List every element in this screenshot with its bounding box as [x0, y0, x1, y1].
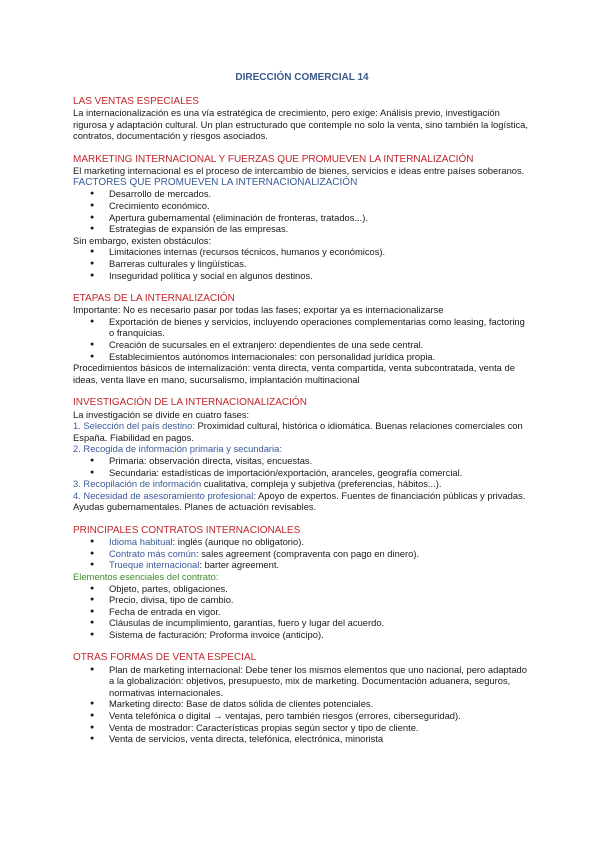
- list-item: ● Barreras culturales y lingüísticas.: [109, 258, 531, 270]
- list-item: [109, 536, 531, 548]
- item-text: : sales agreement (compraventa con pago en dinero).: [196, 547, 420, 559]
- list-item: ● Venta telefónica o digital → ventajas, pero también riesgos (errores, ciberseguridad).: [109, 710, 531, 722]
- section-heading: MARKETING INTERNACIONAL Y FUERZAS QUE PROMUEVEN LA INTERNALIZACIÓN: [73, 153, 474, 165]
- list-item: ● Creación de sucursales en el extranjero: dependientes de una sede central.: [109, 339, 531, 351]
- list-item: ● Estrategias de expansión de las empresas.: [109, 223, 531, 235]
- contracts-list: [73, 536, 531, 571]
- subheading: Elementos esenciales del contrato:: [73, 570, 219, 582]
- list-item: ● Establecimientos autónomos internacionales: con personalidad jurídica propia.: [109, 351, 531, 363]
- paragraph: Sin embargo, existen obstáculos:: [73, 234, 212, 246]
- list-item: ● Crecimiento económico.: [109, 200, 531, 212]
- phase-1: [73, 420, 531, 443]
- item-text: : barter agreement.: [199, 559, 280, 571]
- list-item: ● Precio, divisa, tipo de cambio.: [109, 594, 531, 606]
- section-heading: ETAPAS DE LA INTERNALIZACIÓN: [73, 292, 235, 304]
- list-item: ● Limitaciones internas (recursos técnicos, humanos y económicos).: [109, 246, 531, 258]
- list-item: ● Venta de servicios, venta directa, telefónica, electrónica, minorista: [109, 733, 531, 745]
- list-item: [109, 548, 531, 560]
- phase-text: Proximidad cultural, histórica o idiomática. Buenas relaciones comerciales con España. Fiabilidad en pagos.: [73, 420, 523, 443]
- phase-label: 3. Recopilación de información: [73, 478, 202, 490]
- list-item: ● Sistema de facturación: Proforma invoice (anticipo).: [109, 629, 531, 641]
- phase-3: [73, 478, 531, 490]
- elements-list: [73, 583, 531, 641]
- section-heading: OTRAS FORMAS DE VENTA ESPECIAL: [73, 652, 257, 664]
- list-item: [109, 559, 531, 571]
- list-item: ● Cláusulas de incumplimiento, garantías, fuero y lugar del acuerdo.: [109, 617, 531, 629]
- otras-formas-list: [73, 664, 531, 745]
- section-etapas: [73, 293, 531, 386]
- section-heading: LAS VENTAS ESPECIALES: [73, 95, 199, 107]
- list-item: ● Apertura gubernamental (eliminación de fronteras, tratados...).: [109, 212, 531, 224]
- phase-text: cualitativa, compleja y subjetiva (preferencias, hábitos...).: [201, 478, 442, 490]
- list-item: ● Marketing directo: Base de datos sólida de clientes potenciales.: [109, 698, 531, 710]
- section-ventas-especiales: [73, 96, 531, 142]
- section-contratos: [73, 525, 531, 641]
- list-item: ● Exportación de bienes y servicios, incluyendo operaciones complementarias como leasing, factoring o franquicias.: [109, 316, 531, 339]
- phase-4: [73, 490, 531, 513]
- list-item: ● Primaria: observación directa, visitas, encuestas.: [109, 455, 531, 467]
- list-item: ● Plan de marketing internacional: Debe tener los mismos elementos que uno nacional, pero adaptado a la globalización: objetivos, presupuesto, mix de marketing. Documentación aduanera, seguros, normativas internacionales.: [109, 664, 531, 699]
- paragraph: Importante: No es necesario pasar por todas las fases; exportar ya es internacionalizarse: [73, 304, 444, 316]
- list-item: ● Secundaria: estadísticas de importación/exportación, aranceles, geografía comercial.: [109, 467, 531, 479]
- paragraph: La internacionalización es una vía estratégica de crecimiento, pero exige: Análisis previo, investigación rigurosa y adaptación cultural. Un plan estructurado que contemple no solo la venta, sino también la logística, contratos, documentación y riesgos asociados.: [73, 107, 528, 142]
- item-text: : inglés (aunque no obligatorio).: [172, 536, 304, 548]
- paragraph: El marketing internacional es el proceso de intercambio de bienes, servicios e ideas entre países soberanos.: [73, 165, 525, 177]
- section-investigacion: [73, 397, 531, 513]
- document-title: DIRECCIÓN COMERCIAL 14: [235, 72, 369, 83]
- obstacles-list: [73, 246, 531, 281]
- phase-label: 1. Selección del país destino:: [73, 420, 195, 432]
- paragraph: Procedimientos básicos de internalización: venta directa, venta compartida, venta subcontratada, venta de ideas, venta llave en mano, sucursalismo, implantación multinacional: [73, 362, 515, 385]
- list-item: ● Desarrollo de mercados.: [109, 188, 531, 200]
- section-marketing-internacional: [73, 154, 531, 282]
- paragraph: La investigación se divide en cuatro fases:: [73, 408, 250, 420]
- list-item: ● Inseguridad política y social en algunos destinos.: [109, 270, 531, 282]
- item-label: Contrato más común: [109, 547, 197, 559]
- section-heading: INVESTIGACIÓN DE LA INTERNACIONALIZACIÓN: [73, 397, 307, 409]
- factors-list: [73, 188, 531, 234]
- phase-text: Apoyo de expertos. Fuentes de financiación públicas y privadas. Ayudas gubernamentales. Planes de actuación revisables.: [73, 489, 526, 513]
- phase-2-list: [73, 455, 531, 478]
- phase-label: 4. Necesidad de asesoramiento profesional:: [73, 489, 256, 501]
- subheading: FACTORES QUE PROMUEVEN LA INTERNACIONALIZACIÓN: [73, 176, 358, 188]
- item-label: Idioma habitual: [109, 536, 173, 548]
- list-item: ● Venta de mostrador: Características propias según sector y tipo de cliente.: [109, 722, 531, 734]
- list-item: ● Fecha de entrada en vigor.: [109, 606, 531, 618]
- phase-2-label: 2. Recogida de información primaria y secundaria:: [73, 443, 282, 455]
- etapas-list: [73, 316, 531, 362]
- item-label: Trueque internacional: [109, 559, 200, 571]
- section-otras-formas: [73, 652, 531, 745]
- list-item: ● Objeto, partes, obligaciones.: [109, 583, 531, 595]
- document-page: [73, 72, 531, 745]
- section-heading: PRINCIPALES CONTRATOS INTERNACIONALES: [73, 524, 301, 536]
